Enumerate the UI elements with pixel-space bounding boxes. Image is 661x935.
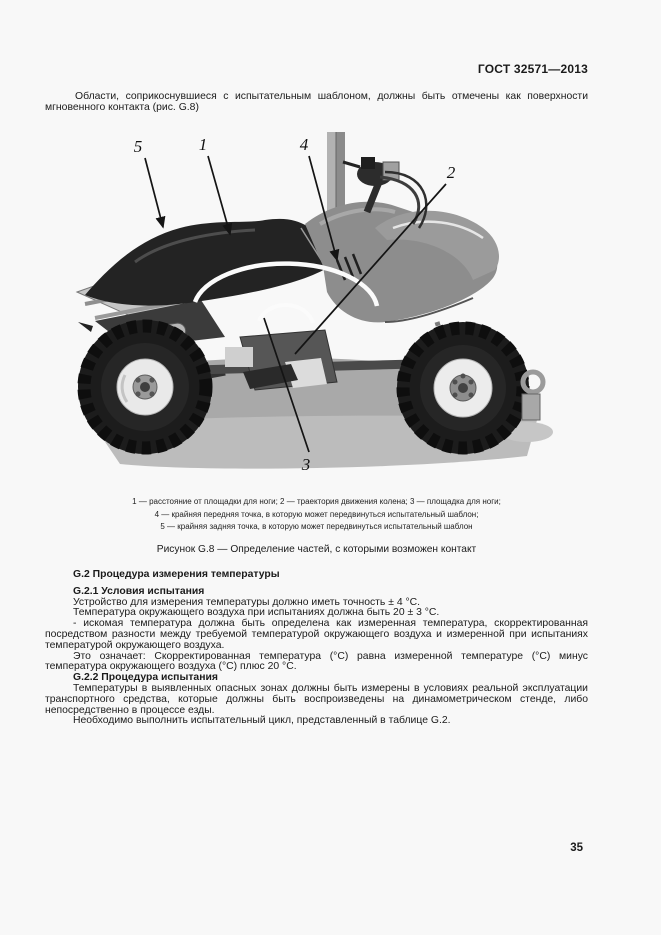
callout-1: 1 (198, 135, 208, 154)
legend-line-1: 1 — расстояние от площадки для ноги; 2 — траектория движения колена; 3 — площадка для ноги; (132, 497, 501, 506)
callout-4: 4 (299, 135, 309, 154)
section-g2 (45, 570, 588, 727)
paragraph-g21-1: Устройство для измерения температуры должно иметь точность ± 4 °С. (73, 596, 421, 608)
legend-line-2: 4 — крайняя передняя точка, в которую может передвинуться испытательный шаблон; (154, 509, 479, 519)
figure-caption: Рисунок G.8 — Определение частей, с которыми возможен контакт (156, 544, 477, 555)
callout-2: 2 (446, 163, 456, 182)
front-wheel (397, 322, 529, 454)
doc-number: ГОСТ 32571—2013 (477, 62, 588, 76)
callout-3: 3 (301, 455, 311, 474)
heading-g21: G.2.1 Условия испытания (73, 585, 205, 597)
figure-g8-image (75, 132, 555, 482)
figure-legend (45, 496, 588, 534)
front-accessory (522, 372, 543, 420)
paragraph-g21-3: - искомая температура должна быть определена как измеренная температура, скорректированная посредством разности между требуемой температурой окружающего воздуха и измеренной при испытаниях температурой окружающего воздуха. (45, 618, 588, 651)
legend-line-3: 5 — крайняя задняя точка, в которую может передвинуться испытательный шаблон (160, 522, 473, 532)
heading-g22: G.2.2 Процедура испытания (73, 672, 218, 684)
heading-g2: G.2 Процедура измерения температуры (73, 569, 280, 580)
paragraph-g21-2: Температура окружающего воздуха при испытаниях должна быть 20 ± 3 °С. (73, 607, 440, 619)
page-number: 35 (570, 842, 583, 854)
callout-5: 5 (133, 137, 143, 156)
paragraph-g21-4: Это означает: Скорректированная температура (°С) равна измеренной температуре (°С) минус температура окружающего воздуха (°С) плюс 20 °С. (45, 650, 588, 673)
rear-wheel (78, 320, 212, 454)
front-bodywork (305, 202, 499, 323)
intro-paragraph: Области, соприкоснувшиеся с испытательным шаблоном, должны быть отмечены как поверхности мгновенного контакта (рис. G.8) (45, 91, 588, 114)
paragraph-g22-1: Температуры в выявленных опасных зонах должны быть измерены в условиях реальной эксплуатации транспортного средства, которые должны быть воспроизведены на динамометрическом стенде, либо непосредственно в процессе езды. (45, 682, 588, 716)
paragraph-g22-2: Необходимо выполнить испытательный цикл, представленный в таблице G.2. (73, 715, 451, 727)
test-pole (327, 132, 345, 216)
